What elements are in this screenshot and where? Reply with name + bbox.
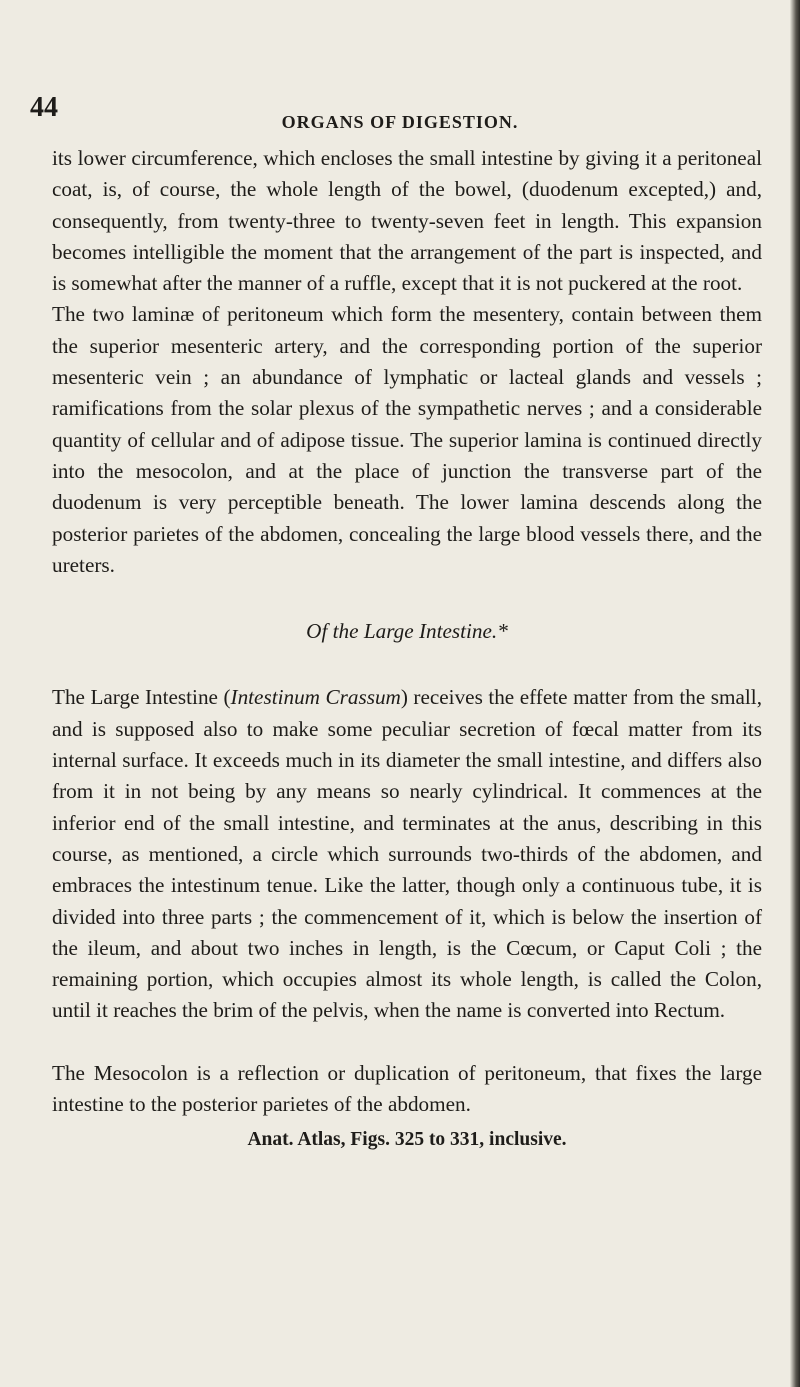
page-edge-shadow — [790, 0, 800, 1387]
paragraph-1: its lower circumference, which encloses the small intestine by giving it a peritoneal coat, is, of course, the whole length of the bowel, (duodenum excepted,) and, consequently, from twenty-three to twenty-seven feet in length. This expansion becomes intelligible the moment that the arrangement of the part is inspected, and is somewhat after the manner of a ruffle, except that it is not puckered at the root. — [52, 146, 762, 296]
paragraph-3-rest: ) receives the effete matter from the small, and is supposed also to make some peculiar secretion of fœcal matter from its internal surface. It exceeds much in its diameter the small intestine, and differs also from it in not being by any means so nearly cylindrical. It commences at the inferior end of the small intestine, and terminates at the anus, describing in this course, as mentioned, a circle which surrounds two-thirds of the abdomen, and embraces the intestinum tenue. Like the latter, though only a continuous tube, it is divided into three parts ; the commencement of it, which is below the insertion of the ileum, and about two inches in length, is the Cœcum, or Caput Coli ; the remaining portion, which occupies almost its whole length, is called the Colon, until it reaches the brim of the pelvis, when the name is converted into Rectum. — [52, 685, 762, 1023]
section-heading: Of the Large Intestine.* — [306, 619, 508, 644]
paragraph-gap — [52, 1027, 762, 1058]
running-head: ORGANS OF DIGESTION. — [281, 112, 519, 132]
paragraph-3 — [52, 682, 762, 1026]
paragraph-4: The Mesocolon is a reflection or duplication of peritoneum, that fixes the large intestine to the posterior parietes of the abdomen. — [52, 1060, 762, 1117]
paragraph-2: The two laminæ of peritoneum which form the mesentery, contain between them the superior mesenteric artery, and the corresponding portion of the superior mesenteric vein ; an abundance of lymphatic or lacteal glands and vessels ; ramifications from the solar plexus of the sympathetic nerves ; and a considerable quantity of cellular and of adipose tissue. The superior lamina is continued directly into the mesocolon, and at the place of junction the transverse part of the duodenum is very perceptible beneath. The lower lamina descends along the posterior parietes of the abdomen, concealing the large blood vessels there, and the ureters. — [52, 302, 762, 577]
paragraph-3-lead: The Large Intestine ( — [52, 685, 231, 710]
footnote: Anat. Atlas, Figs. 325 to 331, inclusive. — [247, 1129, 567, 1151]
body-text — [52, 143, 762, 1156]
page-number: 44 — [30, 92, 58, 123]
latin-term: Intestinum Crassum — [230, 685, 401, 710]
